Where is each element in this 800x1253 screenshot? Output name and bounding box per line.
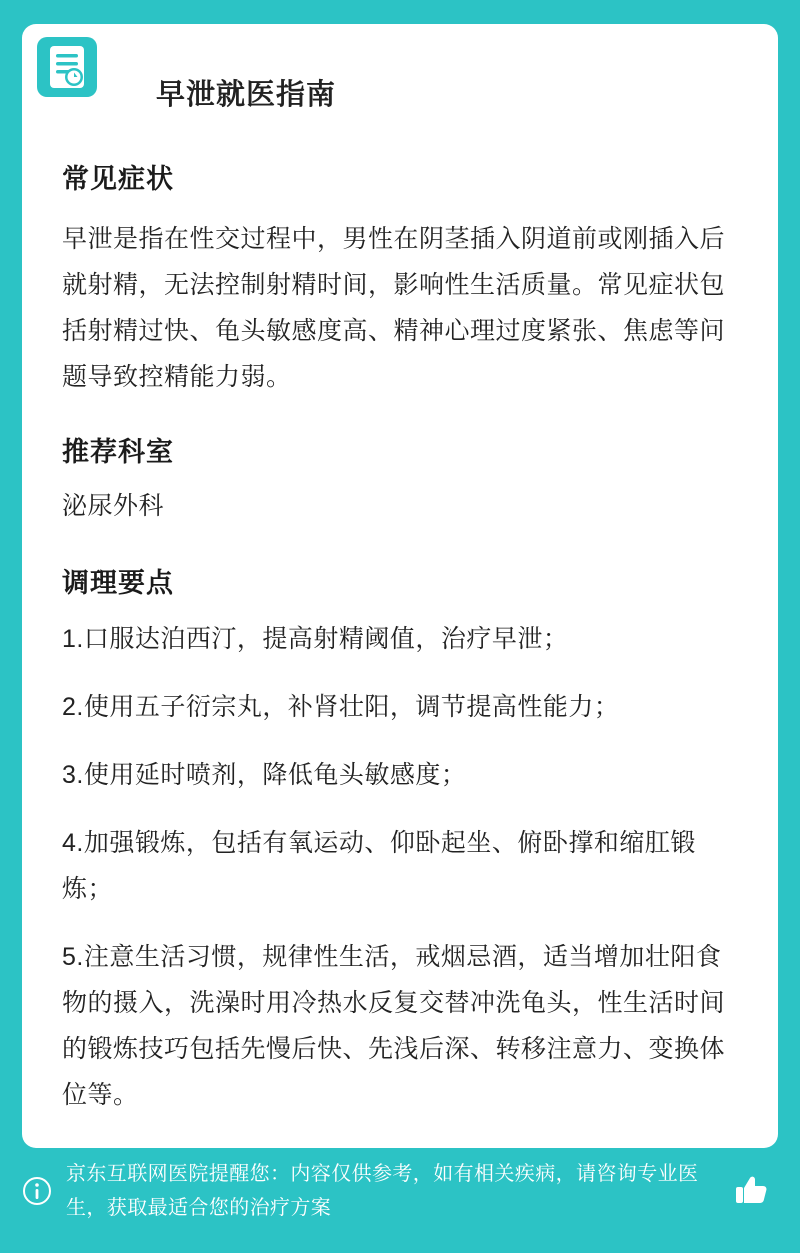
thumbs-up-icon[interactable] (732, 1171, 772, 1211)
document-report-icon (36, 36, 98, 98)
list-item: 3.使用延时喷剂，降低龟头敏感度； (62, 761, 467, 789)
list-item: 4.加强锻炼，包括有氧运动、仰卧起坐、俯卧撑和缩肛锻炼； (62, 829, 696, 903)
page-title: 早泄就医指南 (156, 79, 337, 111)
section-heading-symptoms: 常见症状 (62, 164, 174, 194)
list-item: 1.口服达泊西汀，提高射精阈值，治疗早泄； (62, 625, 569, 653)
info-circle-icon (22, 1176, 52, 1206)
list-item: 2.使用五子衍宗丸，补肾壮阳，调节提高性能力； (62, 693, 620, 721)
guide-card (22, 24, 778, 1148)
section-text-symptoms: 早泄是指在性交过程中，男性在阴茎插入阴道前或刚插入后就射精，无法控制射精时间，影响性生活质量。常见症状包括射精过快、龟头敏感度高、精神心理过度紧张、焦虑等问题导致控精能力弱。 (62, 225, 726, 391)
document-content (62, 157, 738, 1118)
section-heading-department: 推荐科室 (62, 437, 174, 467)
list-item: 5.注意生活习惯，规律性生活，戒烟忌酒，适当增加壮阳食物的摄入，洗澡时用冷热水反复交替冲洗龟头，性生活时间的锻炼技巧包括先慢后快、先浅后深、转移注意力、变换体位等。 (62, 943, 726, 1109)
footer-text: 京东互联网医院提醒您：内容仅供参考，如有相关疾病，请咨询专业医生，获取最适合您的治疗方案 (66, 1163, 699, 1219)
section-text-department: 泌尿外科 (62, 492, 165, 520)
section-heading-care-points: 调理要点 (62, 568, 174, 598)
footer-disclaimer (22, 1143, 778, 1239)
